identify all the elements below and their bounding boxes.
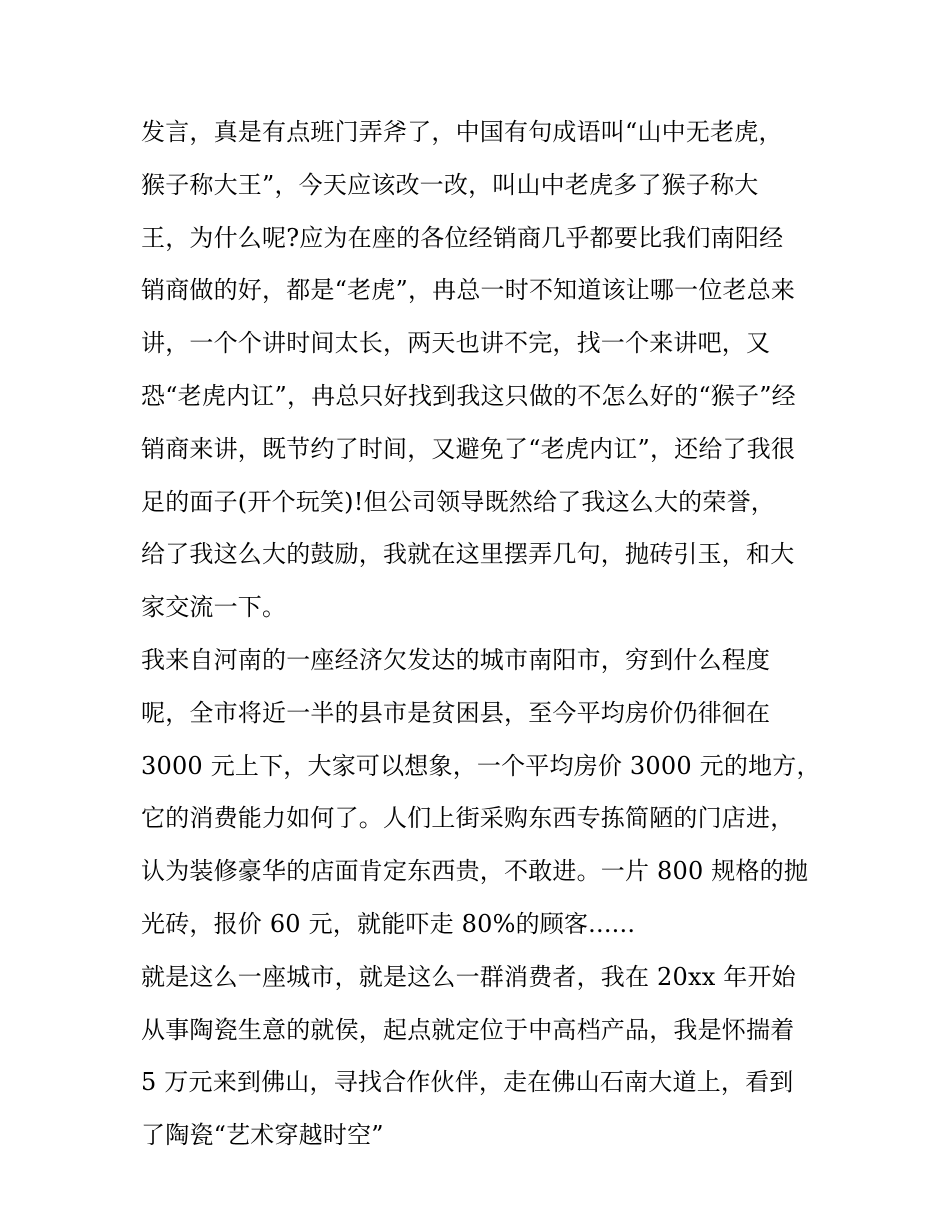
text-line: 家交流一下。 bbox=[141, 593, 287, 622]
text-line: 足的面子(开个玩笑)!但公司领导既然给了我这么大的荣誉， bbox=[141, 487, 775, 516]
text-line: 销商做的好，都是“老虎”，冉总一时不知道该让哪一位老总来 bbox=[141, 276, 796, 305]
text-line: 销商来讲，既节约了时间，又避免了“老虎内讧”，还给了我很 bbox=[141, 434, 796, 463]
text-line: 5 万元来到佛山，寻找合作伙伴，走在佛山石南大道上，看到 bbox=[141, 1068, 794, 1097]
body-text bbox=[141, 106, 821, 1162]
text-line: 它的消费能力如何了。人们上街采购东西专拣简陋的门店进， bbox=[141, 804, 795, 833]
text-line: 呢，全市将近一半的县市是贫困县，至今平均房价仍徘徊在 bbox=[141, 698, 771, 727]
text-line: 3000 元上下，大家可以想象，一个平均房价 3000 元的地方， bbox=[141, 751, 821, 780]
text-line: 给了我这么大的鼓励，我就在这里摆弄几句，抛砖引玉，和大 bbox=[141, 540, 795, 569]
text-line: 猴子称大王”，今天应该改一改，叫山中老虎多了猴子称大 bbox=[141, 170, 759, 199]
text-line: 王，为什么呢?应为在座的各位经销商几乎都要比我们南阳经 bbox=[141, 223, 784, 252]
text-line: 我来自河南的一座经济欠发达的城市南阳市，穷到什么程度 bbox=[141, 645, 771, 674]
text-line: 恐“老虎内讧”，冉总只好找到我这只做的不怎么好的“猴子”经 bbox=[141, 381, 796, 410]
text-line: 光砖，报价 60 元，就能吓走 80%的顾客...... bbox=[141, 909, 636, 938]
text-line: 讲，一个个讲时间太长，两天也讲不完，找一个来讲吧，又 bbox=[141, 329, 771, 358]
text-line: 就是这么一座城市，就是这么一群消费者，我在 20xx 年开始 bbox=[141, 962, 796, 991]
text-line: 认为装修豪华的店面肯定东西贵，不敢进。一片 800 规格的抛 bbox=[141, 857, 809, 886]
text-line: 了陶瓷“艺术穿越时空” bbox=[141, 1121, 384, 1150]
text-line: 从事陶瓷生意的就侯，起点就定位于中高档产品，我是怀揣着 bbox=[141, 1015, 795, 1044]
text-line: 发言，真是有点班门弄斧了，中国有句成语叫“山中无老虎， bbox=[141, 118, 783, 146]
